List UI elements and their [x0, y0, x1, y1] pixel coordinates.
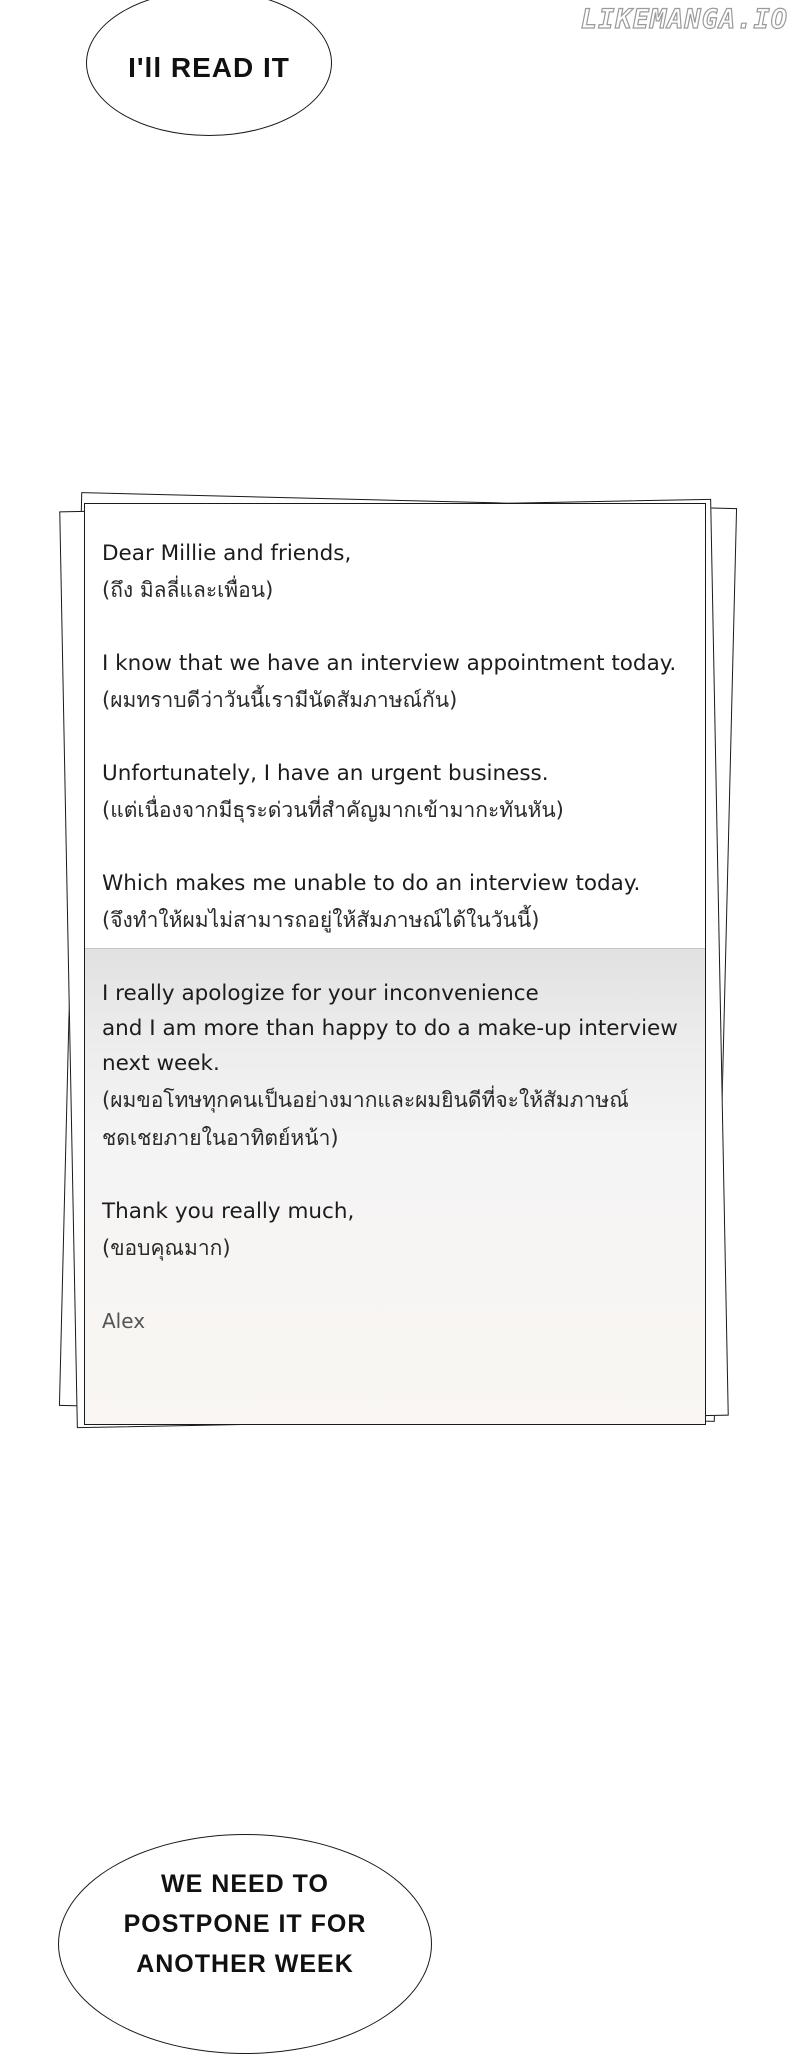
speech-bubble-bottom [58, 1834, 432, 2054]
letter-line-english: I really apologize for your inconvenience [102, 981, 539, 1006]
letter-paragraph [102, 536, 691, 609]
letter-line-english: and I am more than happy to do a make-up interview [102, 1016, 678, 1041]
letter-line-english: Dear Millie and friends, [102, 541, 352, 566]
speech-bubble-top-text: I'll READ IT [128, 52, 290, 83]
letter-paragraph [102, 756, 691, 829]
letter-line-thai: ชดเชยภายในอาทิตย์หน้า) [102, 1126, 339, 1150]
letter-paragraph [102, 976, 691, 1157]
letter-paragraph [102, 1194, 691, 1267]
letter-paragraph [102, 646, 691, 719]
letter-line-thai: (ถึง มิลลี่และเพื่อน) [102, 578, 274, 602]
letter-line-english: I know that we have an interview appointment today. [102, 651, 677, 676]
speech-bubble-line: WE NEED TO [161, 1870, 329, 1898]
letter-line-thai: (ผมขอโทษทุกคนเป็นอย่างมากและผมยินดีที่จะให้สัมภาษณ์ [102, 1088, 629, 1112]
letter-signature: Alex [102, 1309, 146, 1333]
letter-line-english: next week. [102, 1051, 220, 1076]
letter-line-thai: (จึงทำให้ผมไม่สามารถอยู่ให้สัมภาษณ์ได้ในวันนี้) [102, 908, 540, 932]
letter-line-thai: (ขอบคุณมาก) [102, 1236, 231, 1260]
letter-paragraph [102, 866, 691, 939]
speech-bubble-line: POSTPONE IT FOR [123, 1910, 367, 1938]
letter-line-english: Which makes me unable to do an interview today. [102, 871, 641, 896]
letter-line-thai: (ผมทราบดีว่าวันนี้เรามีนัดสัมภาษณ์กัน) [102, 688, 458, 712]
site-watermark: LIKEMANGA.IO [580, 4, 788, 35]
speech-bubble-top [86, 0, 332, 136]
letter-line-english: Unfortunately, I have an urgent business. [102, 761, 549, 786]
letter-line-english: Thank you really much, [102, 1199, 355, 1224]
letter-body [102, 536, 691, 1339]
letter-line-thai: (แต่เนื่องจากมีธุระด่วนที่สำคัญมากเข้ามากะทันหัน) [102, 798, 564, 822]
speech-bubble-bottom-text [124, 1864, 367, 1984]
letter-sheet [84, 503, 706, 1425]
speech-bubble-line: ANOTHER WEEK [136, 1950, 354, 1978]
